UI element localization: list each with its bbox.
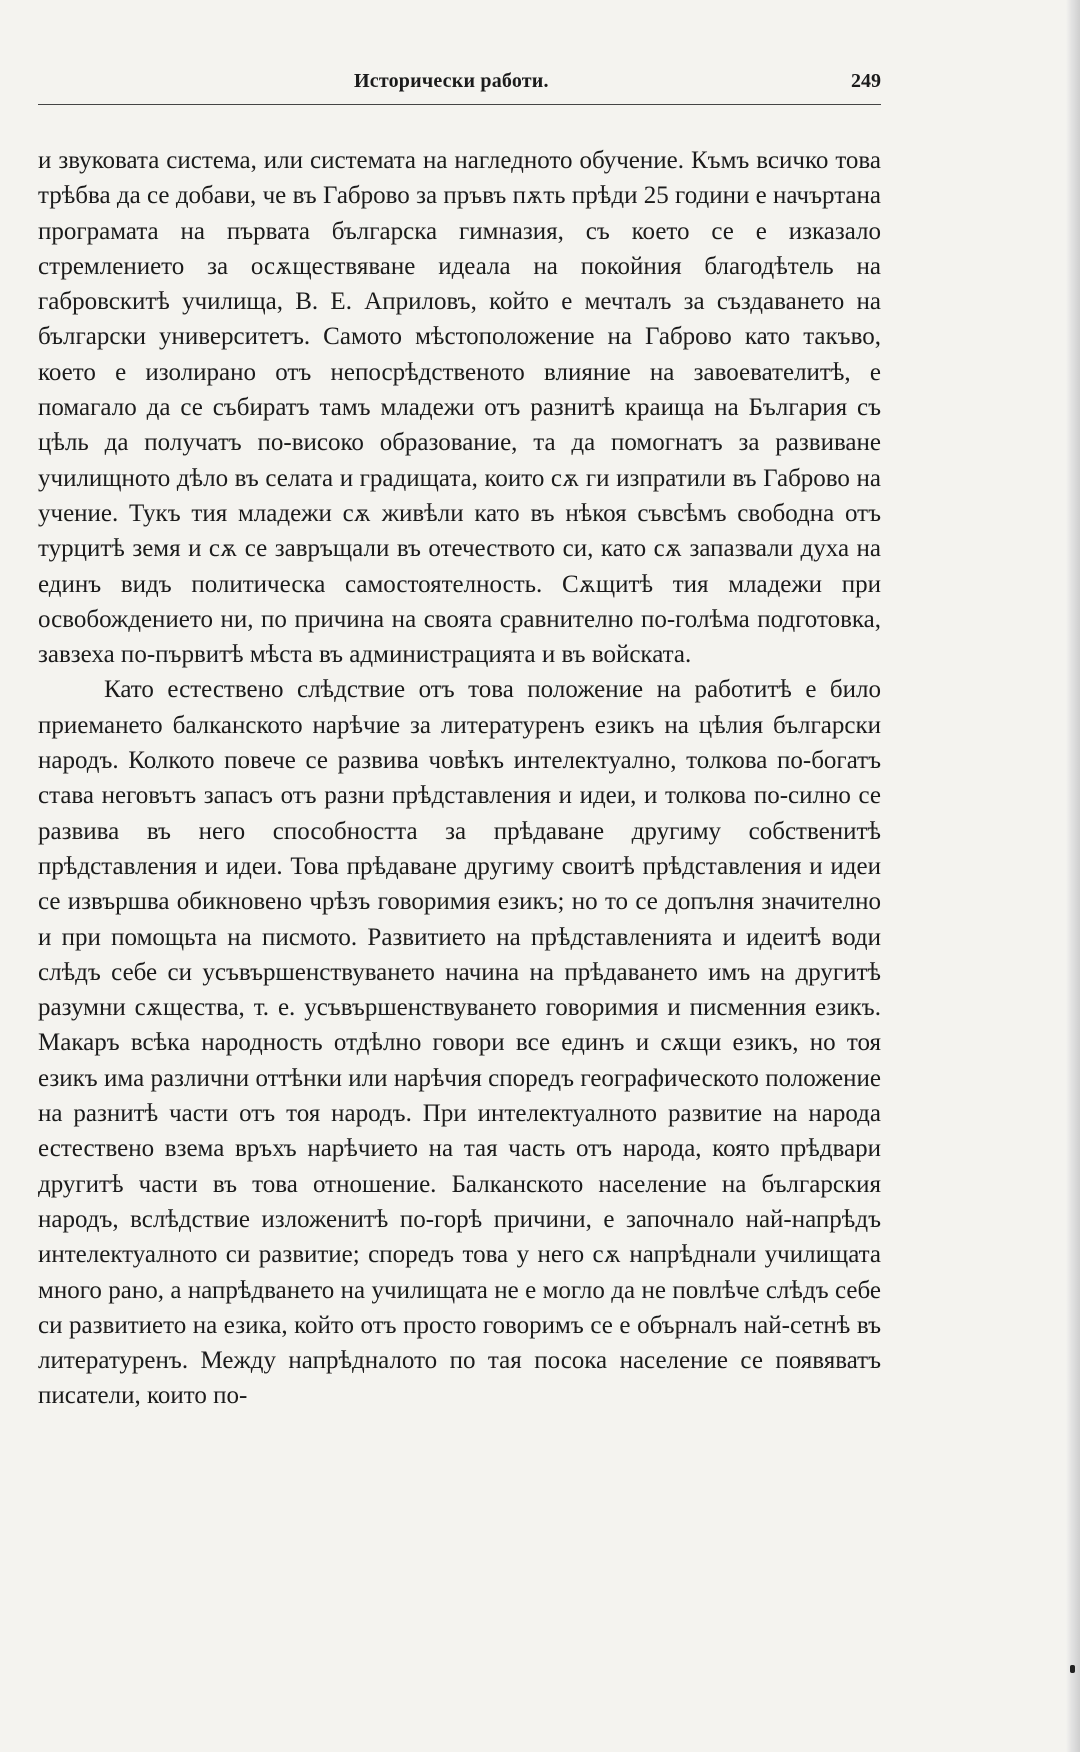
body-text — [38, 143, 881, 1414]
page-number: 249 — [851, 70, 881, 92]
paragraph-continued: и звуковата система, или системата на нагледното обучение. Къмъ всичко това трѣбва да се добави, че въ Габрово за пръвъ пѫть прѣди 25 години е начъртана програмата на първата българска гимназия, съ което се е изказало стремлението за осѫществяване идеала на покойния благодѣтель на габровскитѣ училища, В. Е. Априловъ, който е мечталъ за създаването на български университетъ. Самото мѣстоположение на Габрово като такъво, което е изолирано отъ непосрѣдственото влияние на завоевателитѣ, е помагало да се събиратъ тамъ младежи отъ разнитѣ краища на България съ цѣль да получатъ по-високо образование, та да помогнатъ за развиване училищното дѣло въ селата и градищата, които сѫ ги изпратили въ Габрово на учение. Тукъ тия младежи сѫ живѣли като въ нѣкоя съвсѣмъ свободна отъ турцитѣ земя и сѫ се завръщали въ отечеството си, като сѫ запазвали духа на единъ видъ политическа самостоятелность. Сѫщитѣ тия младежи при освобождението ни, по причина на своята сравнително по-голѣма подготовка, завзеха по-първитѣ мѣста въ администрацията и въ войската. — [38, 147, 881, 669]
header-divider — [38, 104, 881, 105]
running-header — [38, 70, 881, 108]
running-title: Исторически работи. — [354, 70, 549, 92]
page-edge-shadow — [1066, 0, 1080, 1752]
paragraph: Като естествено слѣдствие отъ това положение на работитѣ е било приемането балканското нарѣчие за литературенъ езикъ на цѣлия български народъ. Колкото повече се развива човѣкъ интелектуално, толкова по-богатъ става неговътъ запасъ отъ разни прѣдставления и идеи, и толкова по-силно се развива въ него способността за прѣдаване другиму собственитѣ прѣдставления и идеи. Това прѣдаване другиму своитѣ прѣдставления и идеи се извършва обикновено чрѣзъ говоримия езикъ; но то се допълня значително и при помощьта на писмото. Развитието на прѣдставленията и идеитѣ води слѣдъ себе си усъвършенствуването начина на прѣдаването имъ на другитѣ разумни сѫщества, т. е. усъвършенствуването говоримия и писменния езикъ. Макаръ всѣка народность отдѣлно говори все единъ и сѫщи езикъ, но тоя езикъ има различни оттѣнки или нарѣчия споредъ географическото положение на разнитѣ части отъ тоя народъ. При интелектуалното развитие на народа естествено взема връхъ нарѣчието на тая часть отъ народа, която прѣдвари другитѣ части въ това отношение. Балканското население на българския народъ, вслѣдствие изложенитѣ по-горѣ причини, е започнало най-напрѣдъ интелектуалното си развитие; споредъ това у него сѫ напрѣднали училищата много рано, а напрѣдването на училищата не е могло да не повлѣче слѣдъ себе си развитието на езика, който отъ просто говоримъ се е обърналъ най-сетнѣ въ литературенъ. Между напрѣдналото по тая посока население се появяватъ писатели, които по- — [38, 676, 881, 1410]
edge-mark — [1070, 1665, 1075, 1673]
